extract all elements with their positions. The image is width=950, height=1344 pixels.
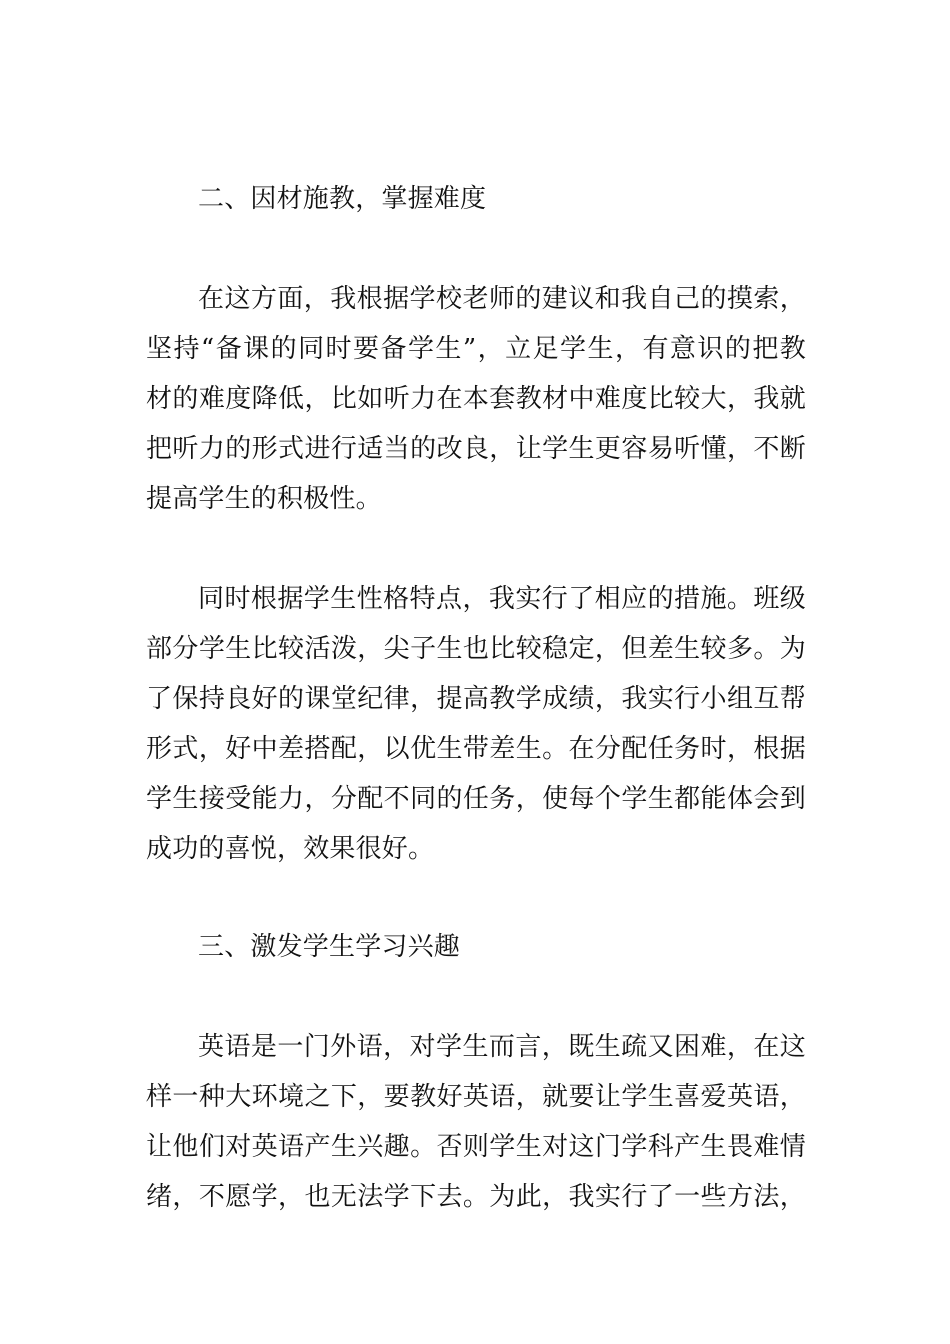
text-line: 英语是一门外语，对学生而言，既生疏又困难，在这 bbox=[198, 1032, 806, 1062]
text-line: 部分学生比较活泼，尖子生也比较稳定，但差生较多。为 bbox=[146, 634, 806, 664]
text-line: 坚持“备课的同时要备学生”，立足学生，有意识的把教 bbox=[146, 334, 806, 364]
text-line: 学生接受能力，分配不同的任务，使每个学生都能体会到 bbox=[146, 784, 806, 814]
text-line: 在这方面，我根据学校老师的建议和我自己的摸索， bbox=[198, 284, 806, 314]
text-line: 绪，不愿学，也无法学下去。为此，我实行了一些方法， bbox=[146, 1182, 806, 1212]
text-line: 形式，好中差搭配，以优生带差生。在分配任务时，根据 bbox=[146, 734, 806, 764]
text-line: 同时根据学生性格特点，我实行了相应的措施。班级 bbox=[198, 584, 806, 614]
text-line: 让他们对英语产生兴趣。否则学生对这门学科产生畏难情 bbox=[146, 1132, 806, 1162]
section-heading-2: 二、因材施教，掌握难度 bbox=[198, 184, 487, 214]
text-line: 了保持良好的课堂纪律，提高教学成绩，我实行小组互帮 bbox=[146, 684, 806, 714]
text-line: 成功的喜悦，效果很好。 bbox=[146, 834, 435, 864]
text-line: 提高学生的积极性。 bbox=[146, 484, 382, 514]
text-line: 把听力的形式进行适当的改良，让学生更容易听懂，不断 bbox=[146, 434, 806, 464]
section-heading-3: 三、激发学生学习兴趣 bbox=[198, 932, 461, 962]
text-line: 样一种大环境之下，要教好英语，就要让学生喜爱英语， bbox=[146, 1082, 806, 1112]
text-line: 材的难度降低，比如听力在本套教材中难度比较大，我就 bbox=[146, 384, 806, 414]
